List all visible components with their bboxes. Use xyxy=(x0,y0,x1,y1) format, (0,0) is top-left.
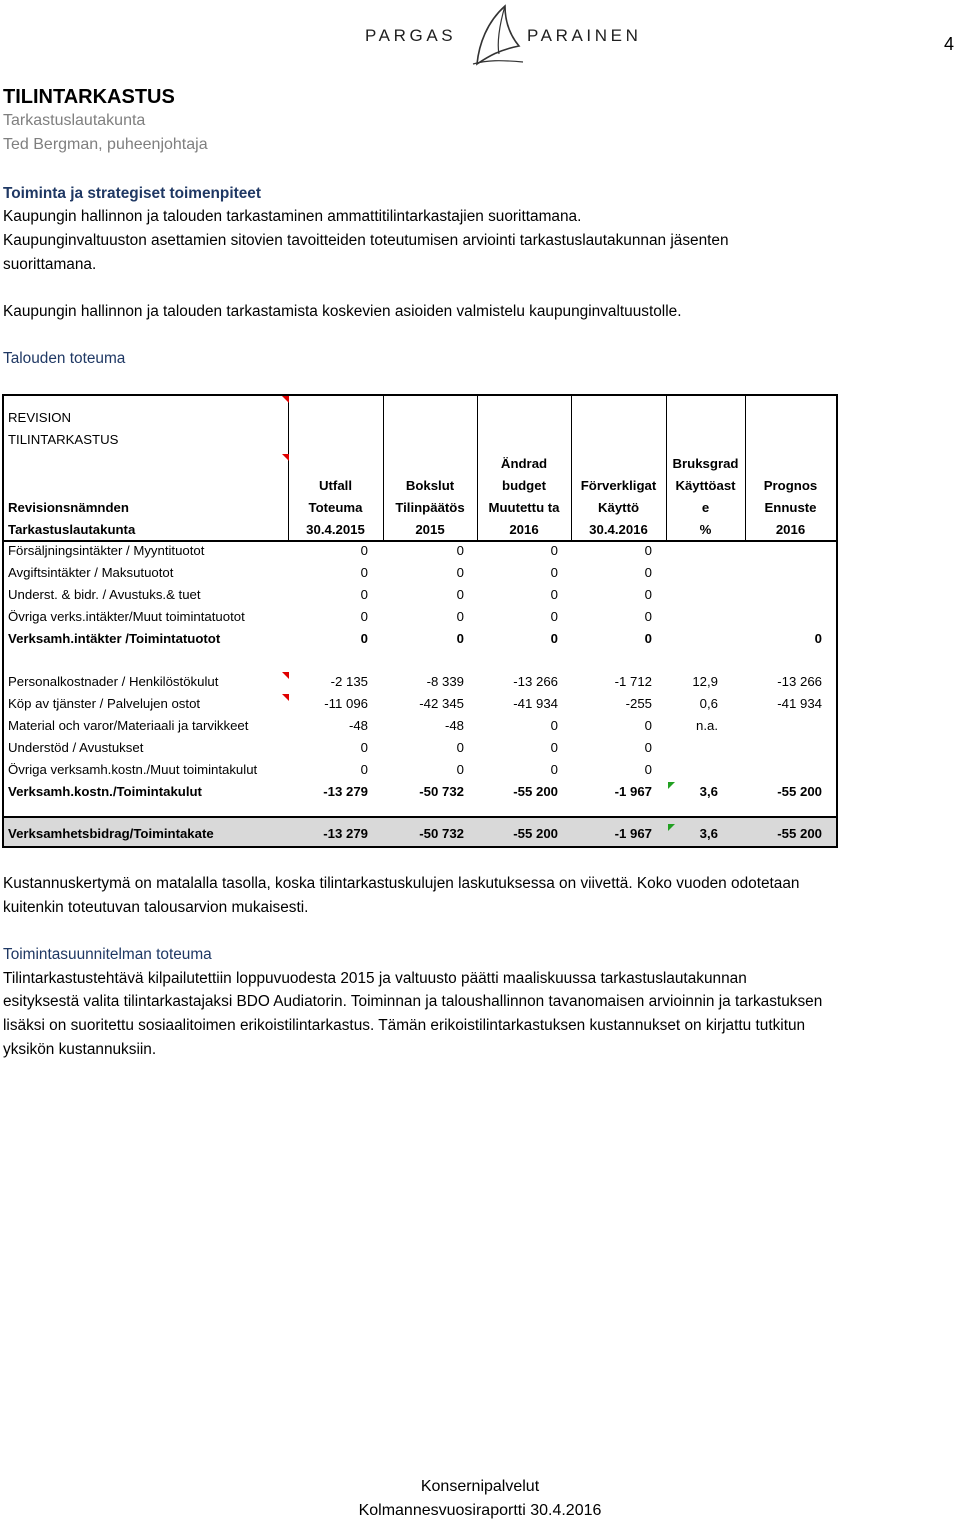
cell-value xyxy=(732,737,822,759)
row-label: Underst. & bidr. / Avustuks.& tuet xyxy=(8,587,201,602)
cell-value xyxy=(658,606,718,628)
cell-value: -55 200 xyxy=(513,784,558,799)
row-label: Personalkostnader / Henkilöstökulut xyxy=(8,674,219,689)
cell-value: -1 967 xyxy=(614,826,652,841)
cell-value xyxy=(732,562,822,584)
cell-value xyxy=(658,562,718,584)
cell-value xyxy=(658,584,718,606)
cell-value: -55 200 xyxy=(777,784,822,799)
cell-value: -2 135 xyxy=(330,674,368,689)
cell-value: 0 xyxy=(360,631,368,646)
cell-value: 0 xyxy=(456,587,464,602)
cell-value: -13 279 xyxy=(323,826,368,841)
cell-value: n.a. xyxy=(696,718,718,733)
cell-value: 0 xyxy=(550,565,558,580)
cell-value: -42 345 xyxy=(419,696,464,711)
logo-text-pargas: PARGAS xyxy=(365,26,457,45)
total-rule-top xyxy=(4,816,836,818)
cell-value xyxy=(658,540,718,562)
cell-value: 0 xyxy=(644,565,652,580)
cell-value: 0 xyxy=(644,718,652,733)
table-title-revision: REVISION xyxy=(8,410,72,425)
row-label: Försäljningsintäkter / Myyntituotot xyxy=(8,543,205,558)
row-label: Övriga verksamh.kostn./Muut toimintakulut xyxy=(8,762,258,777)
cell-value xyxy=(732,759,822,781)
footer-report: Kolmannesvuosiraportti 30.4.2016 xyxy=(358,1502,602,1519)
cell-value: 0 xyxy=(550,740,558,755)
cell-value: 0 xyxy=(644,609,652,624)
cell-value xyxy=(732,715,822,737)
logo-text-parainen: PARAINEN xyxy=(527,26,642,45)
cell-value: -13 279 xyxy=(323,784,368,799)
table-unit-fi: Tarkastuslautakunta xyxy=(8,522,136,537)
board-name: Tarkastuslautakunta xyxy=(3,112,146,129)
row-label: Verksamhetsbidrag/Toimintakate xyxy=(8,826,214,841)
cell-value: 0 xyxy=(456,631,464,646)
comment-marker xyxy=(282,672,289,679)
cell-value: 0 xyxy=(644,587,652,602)
cell-value xyxy=(732,584,822,606)
cell-value: -41 934 xyxy=(777,696,822,711)
row-label: Verksamh.kostn./Toimintakulut xyxy=(8,784,202,799)
cell-value: 0 xyxy=(360,609,368,624)
cell-value: -13 266 xyxy=(777,674,822,689)
cell-value: 0 xyxy=(456,565,464,580)
cell-value: -1 712 xyxy=(614,674,652,689)
cell-value: 0 xyxy=(456,609,464,624)
comment-marker xyxy=(282,396,289,403)
pargas-parainen-logo xyxy=(365,4,642,66)
cell-value: 0 xyxy=(644,543,652,558)
cell-value: 0 xyxy=(550,631,558,646)
strategy-text-3: suorittamana. xyxy=(3,256,97,273)
cell-value: -50 732 xyxy=(419,826,464,841)
cell-value: 3,6 xyxy=(699,784,718,799)
cell-value: 0 xyxy=(550,762,558,777)
row-label: Avgiftsintäkter / Maksutuotot xyxy=(8,565,174,580)
cell-value: 0 xyxy=(360,587,368,602)
cell-value: 3,6 xyxy=(699,826,718,841)
cell-value: -1 967 xyxy=(614,784,652,799)
economy-table: REVISION TILINTARKASTUS Revisionsnämnden Tarkastuslautakunta Utfall Toteuma 30.4.2015 Bokslut Tilinpäätös 2015 Ändrad budget Muutettu ta 2016 Förverkligat Käyttö 30.4.2016 Bruksgrad Käyttöast e % Prognos Ennuste 2016 Försäljningsintäkter / Myyntituotot 0 0 0 0 Avgiftsintäkter / Maksutuotot 0 0 0 0 Underst. & bidr. / Avustuks.& tuet 0 0 0 0 Övriga verks.intäkter/Muut toimintatuotot 0 0 0 0 Verksamh.intäkter /Toimintatuotot 0 0 0 0 0 Personalkostnader / Henkilöstökulut -2 135 -8 339 -13 266 -1 712 12,9 -13 266 Köp av tjänster / Palvelujen ostot -11 096 -42 345 -41 934 -255 0,6 -41 934 Material och varor/Materiaali ja tarvikkeet -48 -48 0 0 n.a. Understöd / Avustukset 0 0 0 0 Övriga verksamh.kostn./Muut toimintakulut 0 0 0 0 Verksamh.kostn./Toimintakulut -13 279 -50 732 -55 200 -1 967 3,6 -55 200 Verksamhetsbidrag/Toimintakate -13 279 -50 732 -55 200 -1 967 3,6 -55 200 xyxy=(2,394,838,848)
cell-value: 12,9 xyxy=(692,674,718,689)
cell-value: 0 xyxy=(456,762,464,777)
cell-value: 0 xyxy=(456,740,464,755)
row-label: Övriga verks.intäkter/Muut toimintatuotot xyxy=(8,609,245,624)
cell-value: 0 xyxy=(644,740,652,755)
cell-value: 0,6 xyxy=(699,696,718,711)
cell-value xyxy=(732,540,822,562)
plan-text-2: esityksestä valita tilintarkastajaksi BDO Audiatorin. Toiminnan ja taloushallinnon tavanomaisen arvioinnin ja tarkastuksen xyxy=(3,993,823,1010)
strategy-text-2: Kaupunginvaltuuston asettamien sitovien tavoitteiden toteutumisen arviointi tarkastuslautakunnan jäsenten xyxy=(3,232,729,249)
table-title-tilintarkastus: TILINTARKASTUS xyxy=(8,432,119,447)
plan-text-3: lisäksi on suoritettu sosiaalitoimen erikoistilintarkastus. Tämän erikoistilintarkastuksen kustannukset on kirjattu tutkitun xyxy=(3,1017,806,1034)
sail-logo-icon xyxy=(467,4,527,66)
plan-text-4: yksikön kustannuksiin. xyxy=(3,1041,157,1058)
cell-value: -55 200 xyxy=(513,826,558,841)
comment-marker xyxy=(282,454,289,461)
row-label: Understöd / Avustukset xyxy=(8,740,144,755)
cell-value: -11 096 xyxy=(324,696,368,711)
comment-marker xyxy=(282,694,289,701)
cell-value: 0 xyxy=(814,631,822,646)
comment-marker xyxy=(668,782,675,789)
cell-value xyxy=(732,606,822,628)
table-unit-sv: Revisionsnämnden xyxy=(8,500,129,515)
cell-value: 0 xyxy=(550,718,558,733)
cell-value xyxy=(658,737,718,759)
footer-department: Konsernipalvelut xyxy=(420,1478,540,1495)
cell-value: 0 xyxy=(550,609,558,624)
cell-value xyxy=(658,759,718,781)
cell-value: -41 934 xyxy=(513,696,558,711)
cell-value: 0 xyxy=(360,543,368,558)
cell-value: -8 339 xyxy=(426,674,464,689)
strategy-text-4: Kaupungin hallinnon ja talouden tarkastamista koskevien asioiden valmistelu kaupunginvaltuustolle. xyxy=(3,303,682,320)
comment-marker xyxy=(668,824,675,831)
economy-heading: Talouden toteuma xyxy=(3,350,126,367)
section-title: TILINTARKASTUS xyxy=(3,86,175,108)
row-label: Verksamh.intäkter /Toimintatuotot xyxy=(8,631,221,646)
cell-value: 0 xyxy=(644,762,652,777)
cell-value: 0 xyxy=(550,587,558,602)
cell-value: 0 xyxy=(456,543,464,558)
cost-note-1: Kustannuskertymä on matalalla tasolla, koska tilintarkastuskulujen laskutuksessa on viivettä. Koko vuoden odotetaan xyxy=(3,875,800,892)
page-number: 4 xyxy=(943,34,954,54)
cost-note-2: kuitenkin toteutuvan talousarvion mukaisesti. xyxy=(3,899,309,916)
cell-value: -55 200 xyxy=(777,826,822,841)
cell-value: -50 732 xyxy=(419,784,464,799)
cell-value: -13 266 xyxy=(513,674,558,689)
cell-value: -48 xyxy=(444,718,464,733)
strategy-text-1: Kaupungin hallinnon ja talouden tarkastaminen ammattitilintarkastajien suorittamana. xyxy=(3,208,582,225)
cell-value: 0 xyxy=(550,543,558,558)
cell-value xyxy=(658,628,718,650)
plan-text-1: Tilintarkastustehtävä kilpailutettiin loppuvuodesta 2015 ja valtuusto päätti maaliskuussa tarkastuslautakunnan xyxy=(3,970,747,987)
plan-heading: Toimintasuunnitelman toteuma xyxy=(3,946,212,963)
row-label: Material och varor/Materiaali ja tarvikkeet xyxy=(8,718,249,733)
row-label: Köp av tjänster / Palvelujen ostot xyxy=(8,696,201,711)
cell-value: -255 xyxy=(625,696,652,711)
strategy-heading: Toiminta ja strategiset toimenpiteet xyxy=(3,185,261,202)
cell-value: 0 xyxy=(360,565,368,580)
cell-value: 0 xyxy=(360,740,368,755)
cell-value: 0 xyxy=(644,631,652,646)
cell-value: 0 xyxy=(360,762,368,777)
cell-value: -48 xyxy=(348,718,368,733)
board-chair: Ted Bergman, puheenjohtaja xyxy=(3,136,208,153)
